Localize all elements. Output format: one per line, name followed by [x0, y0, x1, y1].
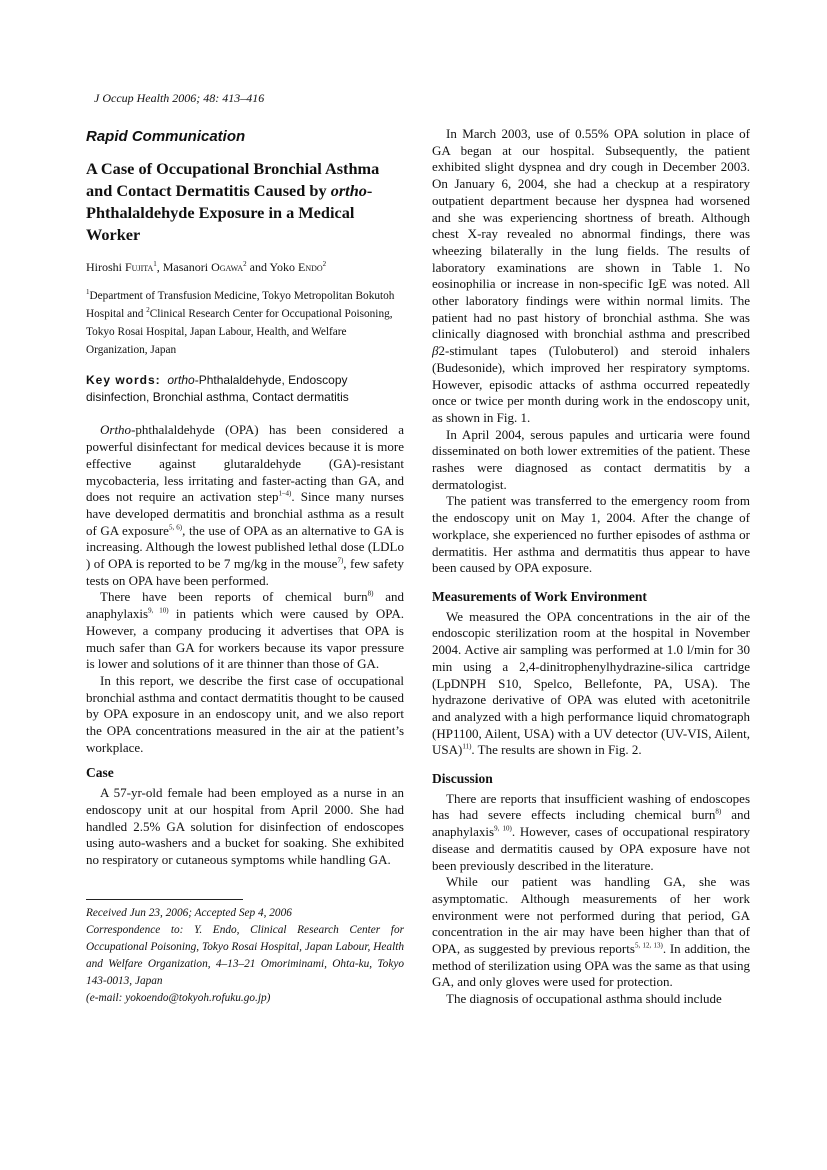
discussion-paragraph-2: [432, 874, 750, 991]
intro-paragraph-3: In this report, we describe the first case of occupational bronchial asthma and contact dermatitis thought to be caused by OPA exposure in an endoscopy unit, and we also report the OPA concentrations measured in the air at the patient’s workplace.: [86, 672, 404, 755]
measurements-p1-text-a: We measured the OPA concentrations in the air of the endoscopic sterilization room at the hospital in November 2004. Active air sampling was performed at 1.0 l/min for 30 min using a 2,4-dinitrophenylhydrazine-silica cartridge (LpDNPH S10, Spelco, Bellefonte, PA, USA). The hydrazone derivative of OPA was eluted with acetonitrile and analyzed with a high performance liquid chromatograph (HP1100, Ailent, USA) with a UV detector (UV-VIS, Ailent, USA): [432, 608, 750, 758]
keywords: [86, 372, 404, 406]
right-column: [432, 126, 750, 1008]
affil-1-text: Department of Transfusion Medicine, Tokyo Metropolitan Bokutoh Hospital and: [86, 290, 395, 321]
affil-1-mark: 1: [86, 288, 90, 297]
keywords-label: Key words:: [86, 373, 161, 388]
case-paragraph-1: A 57-yr-old female had been employed as a nurse in an endoscopy unit at our hospital from April 2000. She had handled 2.5% GA solution for disinfection of endoscopes using auto-washers and a bucket for soaking. She exhibited no respiratory or cutaneous symptoms while handling GA.: [86, 785, 404, 867]
author-2-last: Ogawa: [211, 259, 244, 274]
intro-paragraph-1: [86, 422, 404, 589]
measurements-paragraph-1: [432, 609, 750, 759]
measurements-p1-text-b: . The results are shown in Fig. 2.: [471, 742, 642, 758]
citation-sup: 8): [367, 590, 374, 599]
author-2-affil: 2: [243, 259, 247, 268]
author-separator-2: and: [246, 259, 270, 274]
discussion-p2-text-a: While our patient was handling GA, she was asymptomatic. Although measurements of her work environment were not performed during that period, GA concentration in the air may have been higher than that of OPA, as suggested by previous reports: [432, 874, 750, 957]
article-title: [86, 158, 404, 246]
citation-sup: 9, 10): [148, 606, 169, 615]
beta-symbol: β: [432, 343, 439, 359]
intro-p2-text-a: There have been reports of chemical burn: [100, 589, 368, 605]
measurements-heading: Measurements of Work Environment: [432, 588, 647, 604]
footnote-received: Received Jun 23, 2006; Accepted Sep 4, 2006: [86, 906, 292, 919]
affil-2-text: Clinical Research Center for Occupational Poisoning, Tokyo Rosai Hospital, Japan Labour, Health, and Welfare Organization, Japan: [86, 308, 393, 357]
intro-p1-italic: Ortho: [100, 422, 132, 438]
intro-p1-text-a: -phthalaldehyde (OPA) has been considered a powerful disinfectant for medical devices because it is more effective against glutaraldehyde (GA)-resistant mycobacteria, less irritating and faster-acting than GA, and does not require an activation step: [86, 422, 404, 505]
journal-reference: J Occup Health 2006; 48: 413–416: [94, 91, 265, 105]
article-type: Rapid Communication: [86, 128, 246, 145]
title-part-2: -Phthalaldehyde Exposure in a Medical Worker: [86, 180, 373, 244]
citation-sup: 1–4): [278, 489, 292, 498]
intro-p2-text-c: in patients which were caused by OPA. However, a company producing it advertises that OPA is much safer than GA for workers because its vapor pressure is lower and solutions of it are thinner than those of GA.: [86, 606, 404, 672]
intro-p1-text-c: , the use of OPA as an alternative to GA is increasing. Although the lowest published lethal dose (LDLo ) of OPA is reported to be 7 mg/kg in the mouse: [86, 522, 404, 572]
title-italic: ortho: [330, 180, 367, 200]
case-paragraph-4: The patient was transferred to the emergency room from the endoscopy unit on May 1, 2004. After the change of workplace, she experienced no further episodes of asthma or dermatitis. Her asthma and dermatitis thus appear to have been caused by OPA exposure.: [432, 493, 750, 576]
discussion-p1-text-c: . However, cases of occupational respiratory disease and dermatitis caused by OPA exposure have not been previously described in the literature.: [432, 824, 751, 873]
intro-p1-text-b: . Since many nurses have developed dermatitis and bronchial asthma as a result of GA exposure: [86, 489, 404, 538]
keywords-text: -Phthalaldehyde, Endoscopy disinfection, Bronchial asthma, Contact dermatitis: [86, 373, 349, 405]
affiliations: [86, 287, 404, 359]
title-part-1: A Case of Occupational Bronchial Asthma and Contact Dermatitis Caused by: [86, 158, 380, 200]
author-1-affil: 1: [153, 259, 157, 268]
discussion-p1-text-b: and anaphylaxis: [432, 807, 750, 840]
citation-sup: 9, 10): [494, 824, 512, 833]
citation-sup: 7): [337, 556, 344, 565]
intro-paragraph-2: [86, 589, 404, 673]
intro-p2-text-b: and anaphylaxis: [86, 589, 404, 622]
case-p2-text-b: 2-stimulant tapes (Tulobuterol) and steroid inhalers (Budesonide), which improved her respiratory symptoms. However, episodic attacks of asthma occurred repeatedly once or twice per month during work in the endoscopy unit, as shown in Fig. 1.: [432, 343, 750, 425]
case-p2-text-a: In March 2003, use of 0.55% OPA solution in place of GA began at our hospital. Subsequently, the patient exhibited slight dyspnea and dry cough in December 2003. On January 6, 2004, she had a checkup at a respiratory outpatient department because her dyspnea had worsened and she was experiencing shortness of breath. Although chest X-ray revealed no abnormal findings, there was wheezing bilaterally in the lung fields. The results of laboratory examinations are shown in Table 1. No eosinophilia or increase in non-specific IgE was noted. All other laboratory findings were within normal limits. The patient had no past history of bronchial asthma. She was clinically diagnosed with bronchial asthma and prescribed: [432, 126, 750, 342]
author-2-first: Masanori: [162, 259, 212, 274]
discussion-p2-text-b: . In addition, the method of sterilization using OPA was the same as that using GA, and only gloves were used for protection.: [432, 941, 750, 990]
footnote-email: (e-mail: yokoendo@tokyoh.rofuku.go.jp): [86, 991, 271, 1004]
author-3-affil: 2: [322, 259, 327, 268]
citation-sup: 5, 12, 13): [634, 941, 663, 950]
citation-sup: 8): [715, 808, 722, 817]
footnote-correspondence: Correspondence to: Y. Endo, Clinical Research Center for Occupational Poisoning, Tokyo Rosai Hospital, Japan Labour, Health and Welfare Organization, 4–13–21 Omoriminami, Ohta-ku, Tokyo 143-0013, Japan: [86, 923, 404, 987]
author-separator-1: ,: [156, 259, 163, 274]
author-list: [86, 259, 404, 276]
author-3-first: Yoko: [269, 259, 298, 274]
citation-sup: 11): [462, 742, 472, 751]
footnote-divider: [86, 899, 243, 900]
discussion-heading: Discussion: [432, 771, 493, 787]
intro-p1-text-d: , few safety tests on OPA have been performed.: [86, 556, 404, 588]
discussion-p1-text-a: There are reports that insufficient washing of endoscopes has had severe effects including chemical burn: [432, 790, 750, 823]
case-heading: Case: [86, 765, 114, 781]
discussion-paragraph-3: The diagnosis of occupational asthma should include: [446, 991, 722, 1007]
discussion-paragraph-1: [432, 791, 750, 875]
affil-2-mark: 2: [146, 306, 150, 315]
author-1-last: Fujita: [125, 259, 154, 274]
left-column: [86, 126, 404, 1007]
author-3-last: Endo: [297, 259, 323, 274]
keywords-italic: ortho: [167, 373, 195, 388]
author-1-first: Hiroshi: [86, 259, 125, 274]
case-paragraph-2: [432, 126, 750, 427]
case-paragraph-3: In April 2004, serous papules and urticaria were found disseminated on both lower extremities of the patient. These rashes were diagnosed as contact dermatitis by a dermatologist.: [432, 426, 750, 492]
citation-sup: 5, 6): [168, 523, 183, 532]
